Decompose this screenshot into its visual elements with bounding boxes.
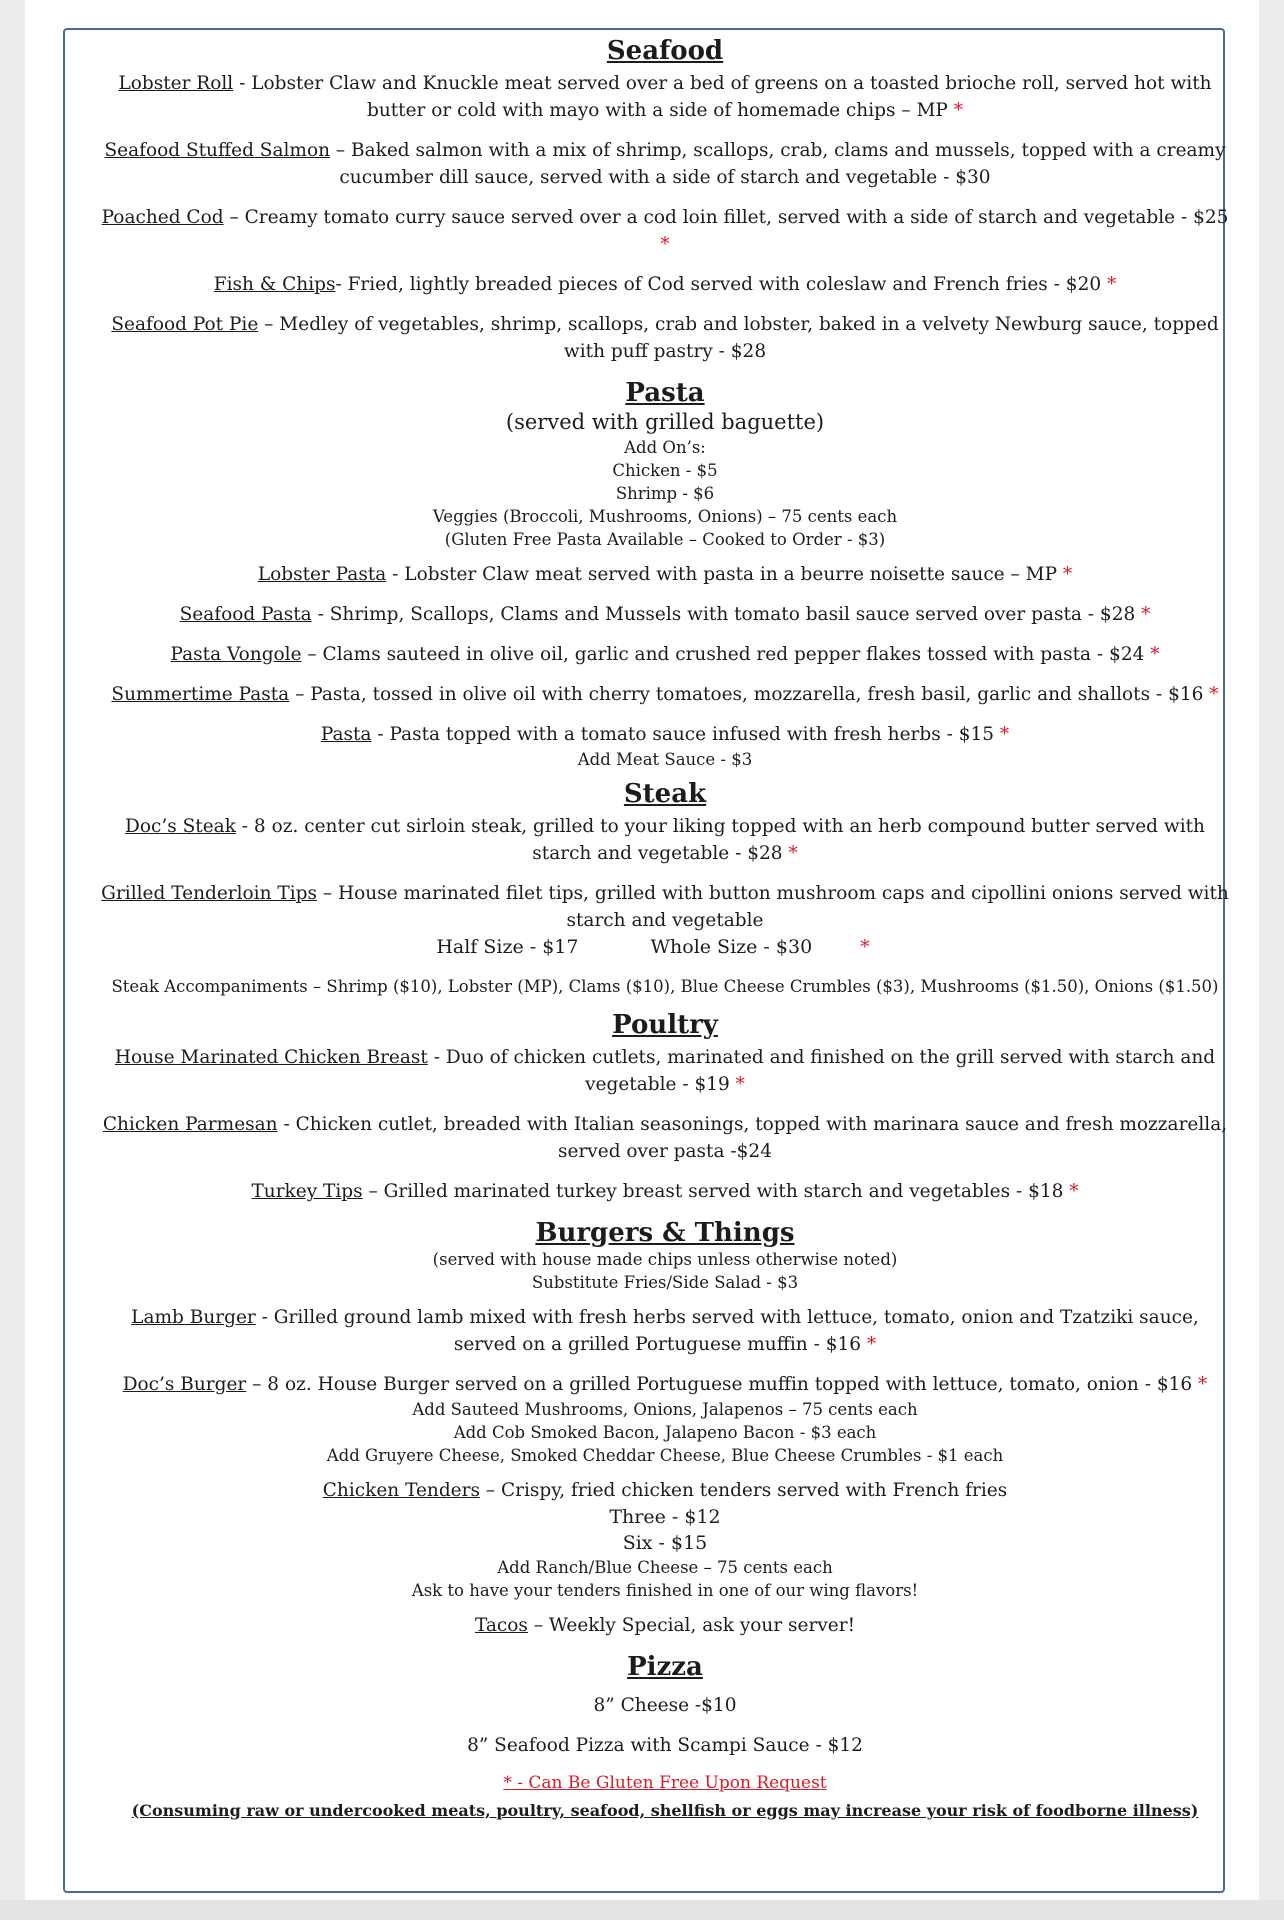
menu-item — [90, 1111, 1240, 1165]
item-name: Pasta Vongole — [170, 644, 302, 665]
item-desc: - Grilled ground lamb mixed with fresh herbs served with lettuce, tomato, onion and Tzatziki sauce, served on a grilled Portuguese muffin - $16 — [255, 1307, 1199, 1355]
gluten-free-star: * — [1057, 564, 1073, 585]
gluten-free-star: * — [1101, 274, 1117, 295]
item-name: Doc’s Burger — [122, 1374, 247, 1395]
whole-size: Whole Size - $30 * — [626, 934, 893, 961]
item-name: Summertime Pasta — [111, 684, 290, 705]
item-desc: - 8 oz. center cut sirloin steak, grilled to your liking topped with an herb compound butter served with starch and vegetable - $28 — [235, 816, 1205, 864]
item-desc: - Lobster Claw and Knuckle meat served over a bed of greens on a toasted brioche roll, served hot with butter or cold with mayo with a side of homemade chips – MP — [233, 73, 1212, 121]
section-title-pizza: Pizza — [627, 1652, 703, 1682]
burger-addon: Add Gruyere Cheese, Smoked Cheddar Cheese, Blue Cheese Crumbles - $1 each — [326, 1446, 1004, 1465]
item-name: Lobster Roll — [118, 73, 234, 94]
menu-content — [90, 36, 1240, 1820]
menu-item: 8” Cheese -$10 — [593, 1695, 737, 1716]
section-pizza — [90, 1652, 1240, 1759]
menu-item — [90, 1044, 1240, 1098]
item-name: Tacos — [474, 1615, 528, 1636]
item-desc: - Pasta topped with a tomato sauce infused with fresh herbs - $15 — [371, 724, 995, 745]
addon-line: (Gluten Free Pasta Available – Cooked to Order - $3) — [444, 530, 886, 549]
menu-item — [90, 880, 1240, 934]
gluten-free-star: * — [729, 1074, 745, 1095]
section-title-pasta: Pasta — [625, 378, 705, 408]
item-name: Doc’s Steak — [125, 816, 236, 837]
menu-item — [90, 721, 1240, 748]
item-desc: – Creamy tomato curry sauce served over a cod loin fillet, served with a side of starch and vegetable - $25 — [223, 207, 1229, 228]
gluten-free-star: * — [782, 843, 798, 864]
menu-item — [90, 1304, 1240, 1358]
menu-item — [90, 641, 1240, 668]
item-name: Seafood Pasta — [179, 604, 312, 625]
burger-addon: Add Cob Smoked Bacon, Jalapeno Bacon - $3 each — [453, 1423, 877, 1442]
tender-size: Three - $12 — [609, 1506, 721, 1528]
menu-item — [90, 1371, 1240, 1398]
item-name: Fish & Chips — [213, 274, 336, 295]
item-name: Lobster Pasta — [257, 564, 387, 585]
item-desc: - Lobster Claw meat served with pasta in a beurre noisette sauce – MP — [386, 564, 1058, 585]
item-name: Seafood Stuffed Salmon — [104, 140, 331, 161]
menu-item — [90, 1477, 1240, 1504]
menu-item — [90, 561, 1240, 588]
section-steak — [90, 779, 1240, 998]
menu-item — [90, 311, 1240, 365]
gluten-free-star: * — [947, 100, 964, 121]
item-name: Pasta — [320, 724, 372, 745]
item-name: Grilled Tenderloin Tips — [101, 883, 317, 904]
section-poultry — [90, 1010, 1240, 1205]
menu-item — [90, 137, 1240, 191]
item-desc: - Fried, lightly breaded pieces of Cod served with coleslaw and French fries - $20 — [335, 274, 1102, 295]
section-title-steak: Steak — [623, 779, 707, 809]
gluten-free-star: * — [994, 724, 1010, 745]
gluten-free-star: * — [1135, 604, 1151, 625]
item-name: Chicken Tenders — [322, 1480, 480, 1501]
item-desc: - Shrimp, Scallops, Clams and Mussels with tomato basil sauce served over pasta - $28 — [311, 604, 1136, 625]
menu-page — [25, 0, 1259, 1900]
item-desc: – Pasta, tossed in olive oil with cherry tomatoes, mozzarella, fresh basil, garlic and shallots - $16 — [289, 684, 1204, 705]
item-name: Lamb Burger — [131, 1307, 256, 1328]
menu-item — [90, 813, 1240, 867]
item-desc: – Grilled marinated turkey breast served with starch and vegetables - $18 — [362, 1181, 1064, 1202]
menu-item — [90, 271, 1240, 298]
section-seafood — [90, 36, 1240, 365]
gluten-free-star: * — [1203, 684, 1219, 705]
section-burgers — [90, 1218, 1240, 1639]
menu-item — [90, 681, 1240, 708]
item-desc: – House marinated filet tips, grilled with button mushroom caps and cipollini onions served with starch and vegetable — [316, 883, 1229, 931]
section-title-burgers: Burgers & Things — [535, 1218, 795, 1248]
gluten-free-star: * — [1144, 644, 1160, 665]
gluten-free-star: * — [1192, 1374, 1208, 1395]
section-pasta — [90, 378, 1240, 771]
menu-item — [90, 1612, 1240, 1639]
addon-line: Shrimp - $6 — [615, 484, 715, 503]
foodborne-warning: (Consuming raw or undercooked meats, poultry, seafood, shellfish or eggs may increase your risk of foodborne illness) — [131, 1801, 1199, 1820]
gluten-free-star: * — [861, 1334, 877, 1355]
gluten-free-note: * - Can Be Gluten Free Upon Request — [503, 1773, 827, 1793]
section-title-seafood: Seafood — [606, 36, 724, 66]
addon-line: Chicken - $5 — [612, 461, 718, 480]
tender-note: Ask to have your tenders finished in one of our wing flavors! — [411, 1581, 919, 1600]
addons-title: Add On’s: — [624, 438, 706, 457]
item-name: Turkey Tips — [251, 1181, 363, 1202]
gluten-free-star: * — [860, 936, 870, 958]
item-desc: – Clams sauteed in olive oil, garlic and crushed red pepper flakes tossed with pasta - $24 — [301, 644, 1145, 665]
item-name: Chicken Parmesan — [102, 1114, 278, 1135]
tenderloin-sizes — [90, 934, 1240, 961]
tender-size: Six - $15 — [622, 1532, 708, 1554]
item-name: Seafood Pot Pie — [111, 314, 259, 335]
menu-item — [90, 204, 1240, 258]
burger-addon: Add Sauteed Mushrooms, Onions, Jalapenos – 75 cents each — [412, 1400, 918, 1419]
item-desc: - Chicken cutlet, breaded with Italian seasonings, topped with marinara sauce and fresh mozzarella, served over pasta -$24 — [277, 1114, 1228, 1162]
gluten-free-star: * — [660, 234, 670, 255]
menu-item — [90, 601, 1240, 628]
half-size: Half Size - $17 — [436, 936, 579, 958]
gluten-free-star: * — [1063, 1181, 1079, 1202]
section-title-poultry: Poultry — [612, 1010, 718, 1040]
pasta-subtitle: (served with grilled baguette) — [505, 410, 825, 434]
bottom-bar — [0, 1900, 1284, 1920]
steak-accompaniments: Steak Accompaniments – Shrimp ($10), Lobster (MP), Clams ($10), Blue Cheese Crumbles ($3), Mushrooms ($1.50), Onions ($1.50) — [111, 977, 1219, 996]
addon-line: Veggies (Broccoli, Mushrooms, Onions) – 75 cents each — [432, 507, 898, 526]
item-desc: – Weekly Special, ask your server! — [527, 1615, 856, 1636]
burgers-subtitle: (served with house made chips unless otherwise noted) — [432, 1250, 898, 1269]
menu-item — [90, 70, 1240, 124]
item-desc: – Medley of vegetables, shrimp, scallops, crab and lobster, baked in a velvety Newburg sauce, topped with puff pastry - $28 — [258, 314, 1219, 362]
item-desc: – Baked salmon with a mix of shrimp, scallops, crab, clams and mussels, topped with a creamy cucumber dill sauce, served with a side of starch and vegetable - $30 — [330, 140, 1226, 188]
item-desc: – Crispy, fried chicken tenders served with French fries — [479, 1480, 1008, 1501]
menu-item: 8” Seafood Pizza with Scampi Sauce - $12 — [467, 1735, 863, 1756]
item-desc: - Duo of chicken cutlets, marinated and finished on the grill served with starch and vegetable - $19 — [427, 1047, 1216, 1095]
item-name: Poached Cod — [101, 207, 224, 228]
meat-sauce-addon: Add Meat Sauce - $3 — [577, 750, 753, 769]
tender-note: Add Ranch/Blue Cheese – 75 cents each — [497, 1558, 833, 1577]
item-desc: – 8 oz. House Burger served on a grilled Portuguese muffin topped with lettuce, tomato, onion - $16 — [246, 1374, 1193, 1395]
burgers-substitute: Substitute Fries/Side Salad - $3 — [531, 1273, 799, 1292]
item-name: House Marinated Chicken Breast — [114, 1047, 428, 1068]
menu-item — [90, 1178, 1240, 1205]
